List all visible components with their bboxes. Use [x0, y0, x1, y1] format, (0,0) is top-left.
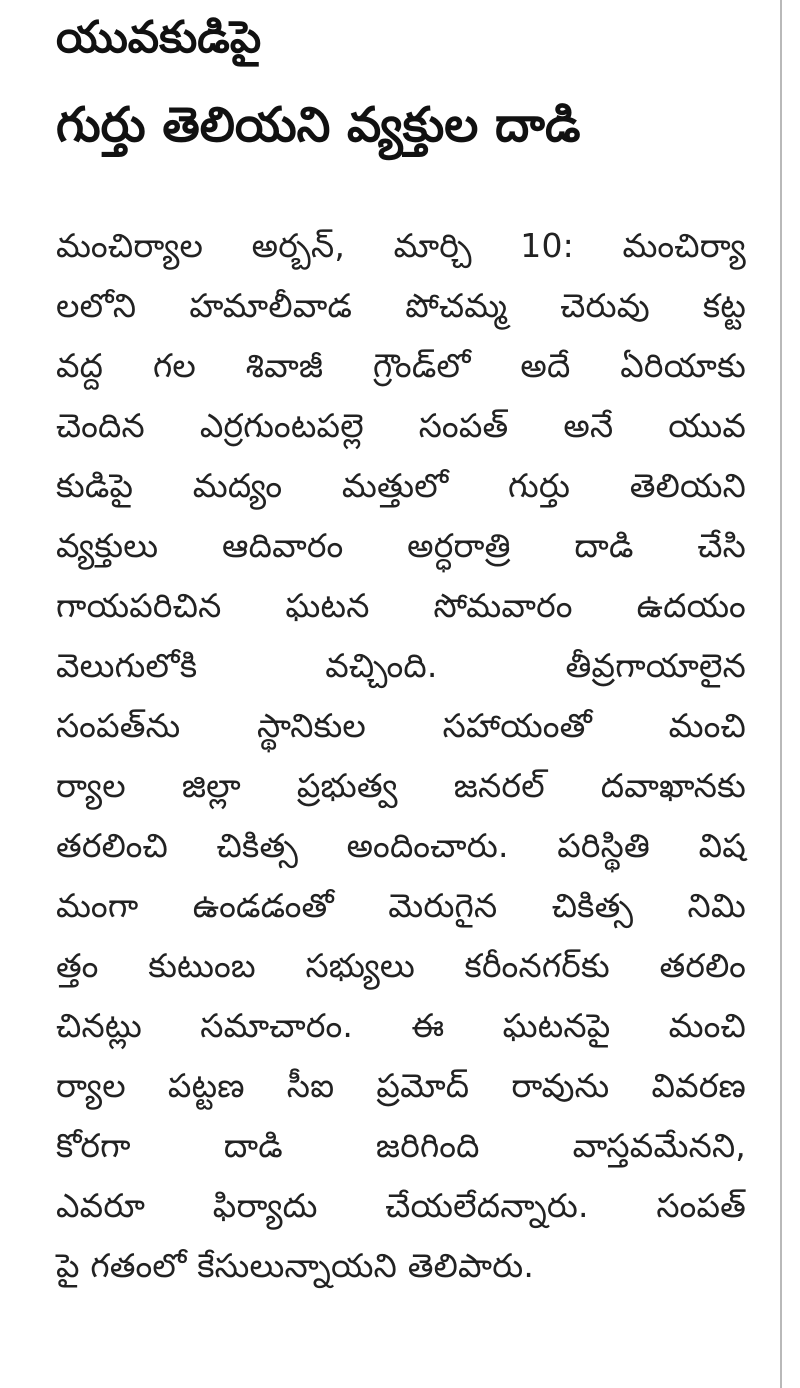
body-line: చెందిన ఎర్రగుంటపల్లె సంపత్ అనే యువ — [56, 406, 746, 445]
column-divider-rule — [780, 0, 782, 1388]
body-line: వ్యక్తులు ఆదివారం అర్ధరాత్రి దాడి చేసి — [56, 526, 746, 565]
body-line: చినట్లు సమాచారం. ఈ ఘటనపై మంచి — [56, 1006, 746, 1045]
body-line: మంచిర్యాల అర్బన్, మార్చి 10: మంచిర్యా — [56, 226, 746, 265]
body-line: ర్యాల జిల్లా ప్రభుత్వ జనరల్ దవాఖానకు — [56, 766, 746, 805]
body-line: లలోని హమాలీవాడ పోచమ్మ చెరువు కట్ట — [56, 286, 746, 325]
body-line: త్తం కుటుంబ సభ్యులు కరీంనగర్‌కు తరలిం — [56, 946, 746, 985]
headline-line-1: యువకుడిపై — [56, 12, 262, 63]
article-headline — [56, 0, 746, 206]
body-line: కుడిపై మద్యం మత్తులో గుర్తు తెలియని — [56, 466, 746, 505]
body-line: వద్ద గల శివాజీ గ్రౌండ్‌లో అదే ఏరియాకు — [56, 346, 746, 385]
body-line: సంపత్‌ను స్థానికుల సహాయంతో మంచి — [56, 706, 746, 745]
body-line: కోరగా దాడి జరిగింది వాస్తవమేనని, — [56, 1126, 746, 1165]
body-line: గాయపరిచిన ఘటన సోమవారం ఉదయం — [56, 586, 746, 625]
body-line: పై గతంలో కేసులున్నాయని తెలిపారు. — [56, 1246, 535, 1285]
body-line: వెలుగులోకి వచ్చింది. తీవ్రగాయాలైన — [56, 646, 746, 685]
body-line: ర్యాల పట్టణ సీఐ ప్రమోద్ రావును వివరణ — [56, 1066, 746, 1105]
body-line: మంగా ఉండడంతో మెరుగైన చికిత్స నిమి — [56, 886, 746, 925]
body-line: ఎవరూ ఫిర్యాదు చేయలేదన్నారు. సంపత్ — [56, 1186, 746, 1225]
headline-line-2: గుర్తు తెలియని వ్యక్తుల దాడి — [56, 97, 581, 153]
article-body — [56, 206, 746, 1296]
news-article — [56, 0, 746, 1296]
body-line: తరలించి చికిత్స అందించారు. పరిస్థితి విష — [56, 826, 746, 865]
